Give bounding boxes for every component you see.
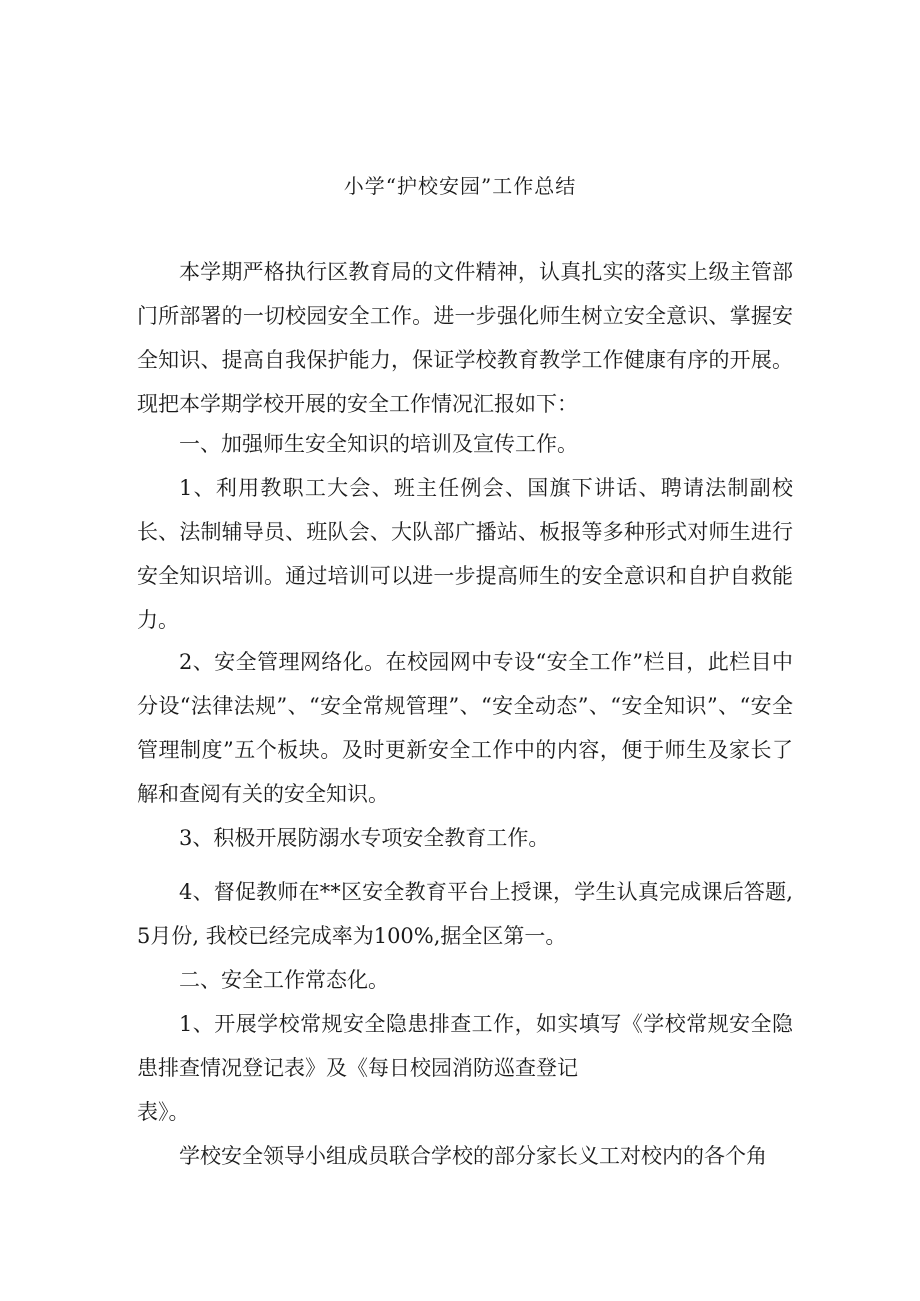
paragraph-item-1-2: 2、安全管理网络化。在校园网中专设“安全工作”栏目，此栏目中分设“法律法规”、“安全常规管理”、“安全动态”、“安全知识”、“安全管理制度”五个板块。及时更新安全工作中的内容，便于师生及家长了解和查阅有关的安全知识。 bbox=[137, 650, 793, 806]
paragraph-safety-team: 学校安全领导小组成员联合学校的部分家长义工对校内的各个角 bbox=[179, 1144, 767, 1168]
paragraph-item-1-1: 1、利用教职工大会、班主任例会、国旗下讲话、聘请法制副校长、法制辅导员、班队会、大队部广播站、板报等多种形式对师生进行安全知识培训。通过培训可以进一步提高师生的安全意识和自护自救能力。 bbox=[137, 476, 793, 632]
document-title: 小学“护校安园”工作总结 bbox=[343, 174, 577, 198]
section-heading-1: 一、加强师生安全知识的培训及宣传工作。 bbox=[179, 432, 578, 456]
paragraph-item-2-1-continued: 表》。 bbox=[137, 1100, 190, 1124]
paragraph-item-1-4: 4、督促教师在**区安全教育平台上授课，学生认真完成课后答题, 5月份, 我校已经完成率为100%,据全区第一。 bbox=[137, 880, 793, 948]
paragraph-item-1-3: 3、积极开展防溺水专项安全教育工作。 bbox=[179, 826, 550, 850]
paragraph-item-2-1: 1、开展学校常规安全隐患排查工作，如实填写《学校常规安全隐患排查情况登记表》及《每日校园消防巡查登记 bbox=[137, 1012, 793, 1080]
paragraph-intro: 本学期严格执行区教育局的文件精神，认真扎实的落实上级主管部门所部署的一切校园安全工作。进一步强化师生树立安全意识、掌握安全知识、提高自我保护能力，保证学校教育教学工作健康有序的开展。现把本学期学校开展的安全工作情况汇报如下： bbox=[137, 260, 793, 416]
section-heading-2: 二、安全工作常态化。 bbox=[179, 968, 389, 992]
